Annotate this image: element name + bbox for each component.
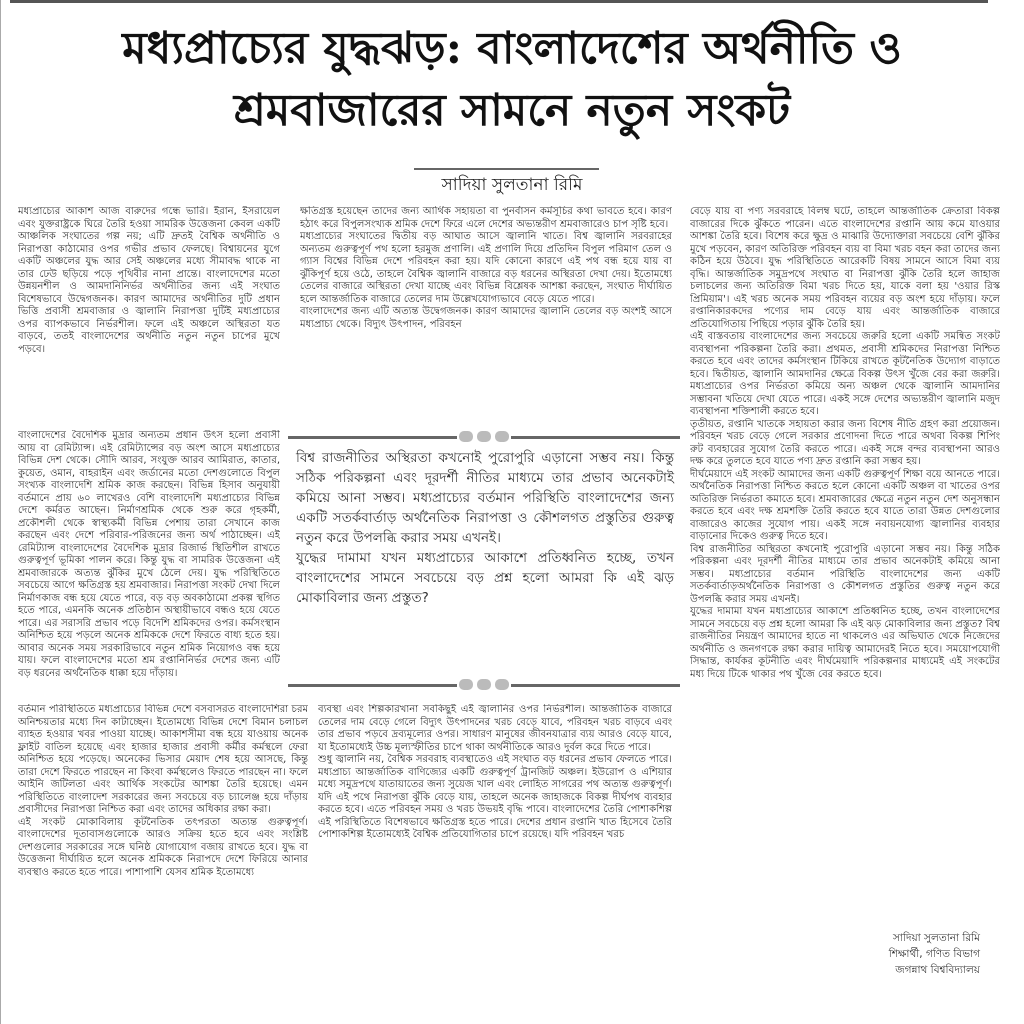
ornament-dot	[495, 431, 509, 442]
headline	[0, 18, 1024, 142]
ornament-dot	[477, 679, 491, 690]
paragraph: ব্যবস্থা এবং শিল্পকারখানা সবকিছুই এই জ্বালানির ওপর নির্ভরশীল। আন্তর্জাতিক বাজারে তেলের দাম বেড়ে গেলে বিদ্যুৎ উৎপাদনের খরচ বেড়ে যাবে, পরিবহন খরচ বাড়বে এবং তার প্রভাব পড়বে দ্রব্যমূল্যের ওপর। সাধারণ মানুষের জীবনযাত্রার ব্যয় আরও বেড়ে যাবে, যা ইতোমধ্যেই উচ্চ মূল্যস্ফীতির চাপে থাকা অর্থনীতিকে আরও দুর্বল করে দিতে পারে।	[318, 704, 672, 753]
pull-quote-bottom-rule	[288, 678, 680, 692]
paragraph: বর্তমান পরিস্থিতিতে মধ্যপ্রাচ্যের বিভিন্ন দেশে বসবাসরত বাংলাদেশিরা চরম অনিশ্চয়তার মধ্যে দিন কাটাচ্ছেন। ইতোমধ্যে বিভিন্ন দেশে বিমান চলাচল ব্যাহত হওয়ার খবর পাওয়া যাচ্ছে। আকাশসীমা বন্ধ হয়ে যাওয়ায় অনেক ফ্লাইট বাতিল হয়েছে এবং হাজার হাজার প্রবাসী কর্মীর কর্মস্থলে ফেরা অনিশ্চিত হয়ে পড়েছে। অনেকের ভিসার মেয়াদ শেষ হয়ে আসছে, কিন্তু তারা দেশে ফিরতে পারছেন না কিংবা কর্মস্থলেও ফিরতে পারছেন না। ফলে আইনি জটিলতা এবং আর্থিক সংকটের আশঙ্কা তৈরি হয়েছে। এমন পরিস্থিতিতে বাংলাদেশ সরকারের জন্য সবচেয়ে বড় চ্যালেঞ্জ হয়ে দাঁড়ায় প্রবাসীদের নিরাপত্তা নিশ্চিত করা এবং তাদের অধিকার রক্ষা করা।	[18, 704, 308, 815]
paragraph: বাংলাদেশের বৈদেশিক মুদ্রার অন্যতম প্রধান উৎস হলো প্রবাসী আয় বা রেমিট্যান্স। এই রেমিট্যান্সের বড় অংশ আসে মধ্যপ্রাচ্যের বিভিন্ন দেশ থেকে। সৌদি আরব, সংযুক্ত আরব আমিরাত, কাতার, কুয়েত, ওমান, বাহরাইন এবং জর্ডানের মতো দেশগুলোতে বিপুল সংখ্যক বাংলাদেশি শ্রমিক কাজ করছেন। বিভিন্ন হিসাব অনুযায়ী বর্তমানে প্রায় ৬০ লাখেরও বেশি বাংলাদেশি মধ্যপ্রাচ্যের বিভিন্ন দেশে কর্মরত আছেন। নির্মাণশ্রমিক থেকে শুরু করে গৃহকর্মী, প্রকৌশলী থেকে স্বাস্থ্যকর্মী বিভিন্ন পেশায় তারা সেখানে কাজ করছেন এবং দেশে পরিবার-পরিজনের জন্য অর্থ পাঠাচ্ছেন। এই রেমিট্যান্স বাংলাদেশের বৈদেশিক মুদ্রার রিজার্ভ স্থিতিশীল রাখতে গুরুত্বপূর্ণ ভূমিকা পালন করে। কিন্তু যুদ্ধ বা সামরিক উত্তেজনা এই শ্রমবাজারকে অত্যন্ত ঝুঁকির মুখে ঠেলে দেয়। যুদ্ধ পরিস্থিতিতে সবচেয়ে আগে ক্ষতিগ্রস্ত হয় শ্রমবাজার। নিরাপত্তা সংকট দেখা দিলে নির্মাণকাজ বন্ধ হয়ে যেতে পারে, বড় বড় অবকাঠামো প্রকল্প স্থগিত হতে পারে, এমনকি অনেক প্রতিষ্ঠান অস্থায়ীভাবে বন্ধও হয়ে যেতে পারে। এর সরাসরি প্রভাব পড়ে বিদেশি শ্রমিকদের ওপর। কর্মসংস্থান অনিশ্চিত হয়ে পড়লে অনেক শ্রমিককে দেশে ফিরতে বাধ্য হতে হয়। আবার অনেক সময় সরকারিভাবে নতুন শ্রমিক নিয়োগও বন্ধ হয়ে যায়। ফলে বাংলাদেশের মতো শ্রম রপ্তানিনির্ভর দেশের জন্য এটি বড় ধরনের অর্থনৈতিক ধাক্কা হয়ে দাঁড়ায়।	[18, 430, 280, 679]
paragraph: এই সংকট মোকাবিলায় কূটনৈতিক তৎপরতা অত্যন্ত গুরুত্বপূর্ণ। বাংলাদেশের দূতাবাসগুলোকে আরও সক্রিয় হতে হবে এবং সংশ্লিষ্ট দেশগুলোর সরকারের সঙ্গে ঘনিষ্ঠ যোগাযোগ বজায় রাখতে হবে। যুদ্ধ বা উত্তেজনা দীর্ঘায়িত হলে অনেক শ্রমিককে নিরাপদে দেশে ফিরিয়ে আনার ব্যবস্থাও করতে হতে পারে। পাশাপাশি যেসব শ্রমিক ইতোমধ্যে	[18, 816, 308, 878]
column-1-middle	[18, 430, 280, 702]
author-institution: জগন্নাথ বিশ্ববিদ্যালয়	[895, 964, 980, 976]
headline-line-1: মধ্যপ্রাচ্যের যুদ্ধঝড়: বাংলাদেশের অর্থনীতি ও	[122, 23, 902, 74]
column-2-bottom	[318, 704, 672, 1004]
page-left-border	[0, 0, 1, 1024]
column-1-bottom	[18, 704, 308, 1004]
paragraph: বিশ্ব রাজনীতির অস্থিরতা কখনোই পুরোপুরি এড়ানো সম্ভব নয়। কিন্তু সঠিক পরিকল্পনা এবং দূরদর্শী নীতির মাধ্যমে তার প্রভাব অনেকটাই কমিয়ে আনা সম্ভব। মধ্যপ্রাচ্যের বর্তমান পরিস্থিতি বাংলাদেশের জন্য একটি সতর্কবার্তাড়অর্থনৈতিক নিরাপত্তা ও কৌশলগত প্রস্তুতির গুরুত্ব নতুন করে উপলব্ধি করার সময় এখনই।	[690, 543, 1000, 605]
paragraph: মধ্যপ্রাচ্যের সংঘাতের দ্বিতীয় বড় আঘাত আসে জ্বালানি খাতে। বিশ্ব জ্বালানি সরবরাহের অন্যতম গুরুত্বপূর্ণ পথ হলো হরমুজ প্রণালি। এই প্রণালি দিয়ে প্রতিদিন বিপুল পরিমাণ তেল ও গ্যাস বিশ্বের বিভিন্ন দেশে পরিবহন করা হয়। যদি কোনো কারণে এই পথ বন্ধ হয়ে যায় বা ঝুঁকিপূর্ণ হয়ে ওঠে, তাহলে বৈশ্বিক জ্বালানি বাজারে বড় ধরনের অস্থিরতা দেখা দেয়। ইতোমধ্যে তেলের বাজারে অস্থিরতা দেখা যাচ্ছে এবং বিভিন্ন বিশ্লেষক আশঙ্কা করছেন, সংঘাত দীর্ঘায়িত হলে আন্তর্জাতিক বাজারে তেলের দাম উল্লেখযোগ্যভাবে বেড়ে যেতে পারে।	[300, 231, 672, 305]
column-3	[690, 206, 1000, 916]
paragraph: বাংলাদেশের জন্য এটি অত্যন্ত উদ্বেগজনক। কারণ আমাদের জ্বালানি তেলের বড় অংশই আসে মধ্যপ্রাচ্য থেকে। বিদ্যুৎ উৎপাদন, পরিবহন	[300, 306, 672, 330]
paragraph: শুধু জ্বালানি নয়, বৈশ্বিক সরবরাহ ব্যবস্থাতেও এই সংঘাত বড় ধরনের প্রভাব ফেলতে পারে। মধ্যপ্রাচ্য আন্তর্জাতিক বাণিজ্যের একটি গুরুত্বপূর্ণ ট্রানজিট অঞ্চল। ইউরোপ ও এশিয়ার মধ্যে সমুদ্রপথে যাতায়াতের জন্য সুয়েজ খাল এবং লোহিত সাগরের পথ অত্যন্ত গুরুত্বপূর্ণ। যদি এই পথে নিরাপত্তা ঝুঁকি বেড়ে যায়, তাহলে অনেক জাহাজকে বিকল্প দীর্ঘপথ ব্যবহার করতে হবে। এতে পরিবহন সময় ও খরচ উভয়ই বৃদ্ধি পাবে। বাংলাদেশের তৈরি পোশাকশিল্প এই পরিস্থিতিতে বিশেষভাবে ক্ষতিগ্রস্ত হতে পারে। দেশের প্রধান রপ্তানি খাত হিসেবে তৈরি পোশাকশিল্প ইতোমধ্যেই বৈশ্বিক প্রতিযোগিতার চাপে রয়েছে। যদি পরিবহন খরচ	[318, 754, 672, 840]
paragraph: মধ্যপ্রাচ্যের আকাশ আজ বারুদের গন্ধে ভারি। ইরান, ইসরায়েল এবং যুক্তরাষ্ট্রকে ঘিরে তৈরি হওয়া সামরিক উত্তেজনা কেবল একটি আঞ্চলিক সংঘাতের গল্প নয়; এটি দ্রুতই বৈশ্বিক অর্থনীতি ও নিরাপত্তা কাঠামোর ওপর গভীর প্রভাব ফেলছে। বিশ্বায়নের যুগে একটি অঞ্চলের যুদ্ধ আর সেই অঞ্চলের মধ্যে সীমাবদ্ধ থাকে না তার ঢেউ ছড়িয়ে পড়ে পৃথিবীর নানা প্রান্তে। বাংলাদেশের মতো উন্নয়নশীল ও আমদানিনির্ভর অর্থনীতির জন্য এই সংঘাত বিশেষভাবে উদ্বেগজনক। কারণ আমাদের অর্থনীতির দুটি প্রধান ভিত্তি প্রবাসী শ্রমবাজার ও জ্বালানি নিরাপত্তা দুটিই মধ্যপ্রাচ্যের ওপর ব্যাপকভাবে নির্ভরশীল। ফলে এই অঞ্চলে অস্থিরতা যত বাড়বে, ততই বাংলাদেশের অর্থনীতি নতুন নতুন চাপের মুখে পড়বে।	[18, 206, 280, 355]
pull-quote	[288, 430, 680, 702]
column-2-top	[300, 206, 672, 428]
author-role: শিক্ষার্থী, গণিত বিভাগ	[888, 948, 980, 960]
ornament-dot	[459, 431, 473, 442]
pull-quote-paragraph: বিশ্ব রাজনীতির অস্থিরতা কখনোই পুরোপুরি এড়ানো সম্ভব নয়। কিন্তু সঠিক পরিকল্পনা এবং দূরদর্শী নীতির মাধ্যমে তার প্রভাব অনেকটাই কমিয়ে আনা সম্ভব। মধ্যপ্রাচ্যের বর্তমান পরিস্থিতি বাংলাদেশের জন্য একটি সতর্কবার্তাড় অর্থনৈতিক নিরাপত্তা ও কৌশলগত প্রস্তুতির গুরুত্ব নতুন করে উপলব্ধি করার সময় এখনই।	[296, 450, 674, 546]
byline-rule	[414, 168, 599, 170]
ornament-dot	[459, 679, 473, 690]
page-top-rule	[10, 0, 988, 3]
byline: সাদিয়া সুলতানা রিমি	[441, 175, 583, 195]
ornament-dot	[495, 679, 509, 690]
paragraph: এই বাস্তবতায় বাংলাদেশের জন্য সবচেয়ে জরুরি হলো একটি সমন্বিত সংকট ব্যবস্থাপনা পরিকল্পনা তৈরি করা। প্রথমত, প্রবাসী শ্রমিকদের নিরাপত্তা নিশ্চিত করতে হবে এবং তাদের কর্মসংস্থান টিকিয়ে রাখতে কূটনৈতিক উদ্যোগ বাড়াতে হবে। দ্বিতীয়ত, জ্বালানি আমদানির ক্ষেত্রে বিকল্প উৎস খুঁজে বের করা জরুরি। মধ্যপ্রাচ্যের ওপর নির্ভরতা কমিয়ে অন্য অঞ্চল থেকে জ্বালানি আমদানির সম্ভাবনা খতিয়ে দেখা যেতে পারে। একই সঙ্গে দেশের অভ্যন্তরীণ জ্বালানি মজুদ ব্যবস্থাপনা শক্তিশালী করতে হবে।	[690, 331, 1000, 417]
paragraph: তৃতীয়ত, রপ্তানি খাতকে সহায়তা করার জন্য বিশেষ নীতি গ্রহণ করা প্রয়োজন। পরিবহন খরচ বেড়ে গেলে সরকার প্রণোদনা দিতে পারে অথবা বিকল্প শিপিং রুট ব্যবহারের সুযোগ তৈরি করতে পারে। একই সঙ্গে বন্দর ব্যবস্থাপনা আরও দক্ষ করে তুলতে হবে যাতে পণ্য দ্রুত রপ্তানি করা সম্ভব হয়।	[690, 418, 1000, 467]
paragraph: যুদ্ধের দামামা যখন মধ্যপ্রাচ্যের আকাশে প্রতিধ্বনিত হচ্ছে, তখন বাংলাদেশের সামনে সবচেয়ে বড় প্রশ্ন হলো আমরা কি এই ঝড় মোকাবিলার জন্য প্রস্তুত? বিশ্ব রাজনীতির নিয়ন্ত্রণ আমাদের হাতে না থাকলেও এর অভিঘাত থেকে নিজেদের অর্থনীতি ও জনগণকে রক্ষা করার দায়িত্ব আমাদেরই নিতে হবে। সময়োপযোগী সিদ্ধান্ত, কার্যকর কূটনীতি এবং দীর্ঘমেয়াদি পরিকল্পনার মাধ্যমেই এই সংকটের মধ্য দিয়ে টিকে থাকার পথ খুঁজে বের করতে হবে।	[690, 606, 1000, 680]
paragraph: দীর্ঘমেয়াদে এই সংকট আমাদের জন্য একটি গুরুত্বপূর্ণ শিক্ষা বয়ে আনতে পারে। অর্থনৈতিক নিরাপত্তা নিশ্চিত করতে হলে কোনো একটি অঞ্চল বা খাতের ওপর অতিরিক্ত নির্ভরতা কমাতে হবে। শ্রমবাজারের ক্ষেত্রে নতুন নতুন দেশ অনুসন্ধান করতে হবে এবং দক্ষ শ্রমশক্তি তৈরি করতে হবে যাতে তারা উন্নত দেশগুলোর বাজারেও কাজের সুযোগ পায়। একই সঙ্গে নবায়নযোগ্য জ্বালানির ব্যবহার বাড়ানোর দিকেও গুরুত্ব দিতে হবে।	[690, 468, 1000, 542]
pull-quote-paragraph: যুদ্ধের দামামা যখন মধ্যপ্রাচ্যের আকাশে প্রতিধ্বনিত হচ্ছে, তখন বাংলাদেশের সামনে সবচেয়ে বড় প্রশ্ন হলো আমরা কি এই ঝড় মোকাবিলার জন্য প্রস্তুত?	[296, 550, 674, 606]
pull-quote-top-rule	[288, 430, 680, 444]
paragraph: বেড়ে যায় বা পণ্য সরবরাহে বিলম্ব ঘটে, তাহলে আন্তর্জাতিক ক্রেতারা বিকল্প বাজারের দিকে ঝুঁকতে পারেন। এতে বাংলাদেশের রপ্তানি আয় কমে যাওয়ার আশঙ্কা তৈরি হবে। বিশেষ করে ক্ষুদ্র ও মাঝারি উদ্যোক্তারা সবচেয়ে বেশি ঝুঁকির মুখে পড়বেন, কারণ অতিরিক্ত পরিবহন ব্যয় বা বিমা খরচ বহন করা তাদের জন্য কঠিন হয়ে উঠবে। যুদ্ধ পরিস্থিতিতে আরেকটি বিষয় সামনে আসে বিমা ব্যয় বৃদ্ধি। আন্তর্জাতিক সমুদ্রপথে সংঘাত বা নিরাপত্তা ঝুঁকি তৈরি হলে জাহাজ চলাচলের জন্য অতিরিক্ত বিমা খরচ দিতে হয়, যাকে বলা হয় 'ওয়ার রিস্ক প্রিমিয়াম'। এই খরচ অনেক সময় পরিবহন ব্যয়ের বড় অংশ হয়ে দাঁড়ায়। ফলে রপ্তানিকারকদের পণ্যের দাম বেড়ে যায় এবং আন্তর্জাতিক বাজারে প্রতিযোগিতায় পিছিয়ে পড়ার ঝুঁকি তৈরি হয়।	[690, 206, 1000, 330]
author-signature	[780, 930, 980, 978]
ornament-dot	[477, 431, 491, 442]
author-name: সাদিয়া সুলতানা রিমি	[892, 932, 980, 944]
column-1-top	[18, 206, 280, 428]
headline-line-2: শ্রমবাজারের সামনে নতুন সংকট	[233, 85, 791, 136]
paragraph: ক্ষতিগ্রস্ত হয়েছেন তাদের জন্য আর্থিক সহায়তা বা পুনর্বাসন কর্মসূচির কথা ভাবতে হবে। কারণ হঠাৎ করে বিপুলসংখ্যক শ্রমিক দেশে ফিরে এলে দেশের অভ্যন্তরীণ শ্রমবাজারেও চাপ সৃষ্টি হবে।	[300, 206, 672, 230]
